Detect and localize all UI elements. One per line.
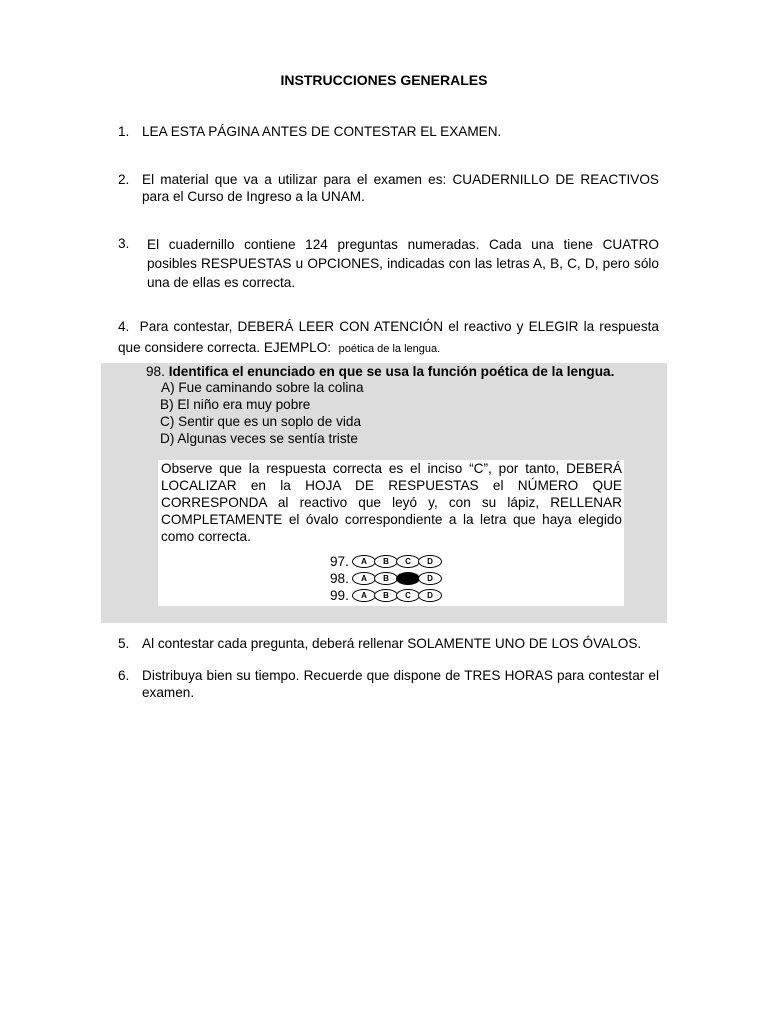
instruction-item-2: [118, 171, 659, 205]
instruction-item-4: [118, 316, 659, 360]
item-number: 4.: [118, 319, 130, 334]
instruction-item-3: [118, 235, 659, 292]
example-question: [146, 363, 614, 380]
question-number: 98.: [146, 364, 165, 379]
oval-d[interactable]: D: [418, 572, 442, 585]
instruction-item-5: [118, 635, 659, 652]
item-text: LEA ESTA PÁGINA ANTES DE CONTESTAR EL EXAMEN.: [142, 124, 502, 139]
oval-b[interactable]: B: [374, 555, 398, 568]
oval-d[interactable]: D: [418, 555, 442, 568]
page-title: INSTRUCCIONES GENERALES: [280, 72, 488, 88]
oval-b[interactable]: B: [374, 572, 398, 585]
item-text-main: Para contestar, DEBERÁ LEER CON ATENCIÓN el reactivo y ELEGIR la respuesta que considere correcta. EJEMPLO:: [118, 319, 659, 355]
instruction-item-1: [118, 123, 659, 140]
item-text: Al contestar cada pregunta, deberá rellenar SOLAMENTE UNO DE LOS ÓVALOS.: [142, 636, 642, 651]
item-text: Distribuya bien su tiempo. Recuerde que dispone de TRES HORAS para contestar el examen.: [142, 668, 659, 700]
oval-b[interactable]: B: [374, 589, 398, 602]
oval-c[interactable]: C: [396, 555, 420, 568]
oval-c-filled[interactable]: C: [396, 572, 420, 585]
note-text: Observe que la respuesta correcta es el inciso “C”, por tanto, DEBERÁ LOCALIZAR en la HOJA DE RESPUESTAS el NÚMERO QUE CORRESPONDA al reactivo que leyó y, con su lápiz, RELLENAR COMPLETAMENTE el óvalo correspondiente a la letra que haya elegido como correcta.: [161, 461, 622, 544]
item-number: 6.: [118, 668, 130, 683]
option-b: B) El niño era muy pobre: [160, 397, 311, 412]
item-number: 1.: [118, 124, 130, 139]
option-c: C) Sentir que es un soplo de vida: [160, 414, 362, 429]
oval-c[interactable]: C: [396, 589, 420, 602]
oval-d[interactable]: D: [418, 589, 442, 602]
item-number: 2.: [118, 172, 130, 187]
item-text-small: poética de la lengua.: [338, 343, 441, 355]
oval-a[interactable]: A: [352, 555, 376, 568]
oval-a[interactable]: A: [352, 572, 376, 585]
instruction-item-6: [118, 667, 659, 701]
answer-row-number: 98.: [330, 571, 349, 586]
answer-row-98: [330, 571, 440, 587]
answer-row-number: 99.: [330, 588, 349, 603]
oval-a[interactable]: A: [352, 589, 376, 602]
item-number: 3.: [118, 236, 130, 251]
item-number: 5.: [118, 636, 130, 651]
note-box: [158, 460, 624, 606]
item-text: El material que va a utilizar para el examen es: CUADERNILLO DE REACTIVOS para el Curso de Ingreso a la UNAM.: [142, 172, 659, 204]
question-text: Identifica el enunciado en que se usa la función poética de la lengua.: [168, 364, 615, 379]
option-a: A) Fue caminando sobre la colina: [161, 380, 364, 395]
answer-row-99: [330, 588, 440, 604]
option-d: D) Algunas veces se sentía triste: [160, 431, 358, 446]
answer-row-number: 97.: [330, 554, 349, 569]
item-text: [118, 316, 659, 360]
answer-row-97: [330, 554, 440, 570]
example-box: [101, 363, 667, 623]
item-text: El cuadernillo contiene 124 preguntas numeradas. Cada una tiene CUATRO posibles RESPUESTAS u OPCIONES, indicadas con las letras A, B, C, D, pero sólo una de ellas es correcta.: [147, 237, 659, 290]
